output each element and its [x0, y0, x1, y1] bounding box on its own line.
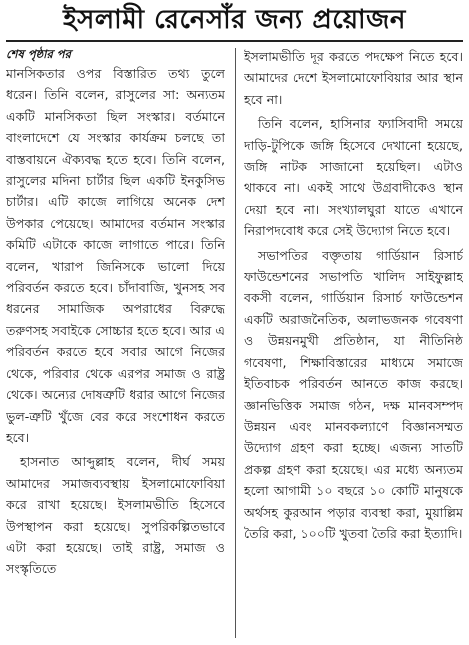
article-column-left	[6, 46, 225, 639]
article-paragraph: সভাপতির বক্তৃতায় গার্ডিয়ান রিসার্চ ফাউন্ডেশনের সভাপতি খালিদ সাইফুল্লাহ বকসী বলেন, গার্ডিয়ান রিসার্চ ফাউন্ডেশন একটি অরাজনৈতিক, অলাভজনক গবেষণা ও উন্নয়নমুখী প্রতিষ্ঠান, যা নীতিনিষ্ঠ গবেষণা, শিক্ষাবিস্তারের মাধ্যমে সমাজে ইতিবাচক পরিবর্তন আনতে কাজ করছে। জ্ঞানভিত্তিক সমাজ গঠন, দক্ষ মানবসম্পদ উন্নয়ন এবং মানবকল্যাণে বিজ্ঞানসম্মত উদ্যোগ গ্রহণ করা হচ্ছে। এজন্য সাতটি প্রকল্প গ্রহণ করা হয়েছে। এর মধ্যে অন্যতম হলো আগামী ১০ বছরে ১০ কোটি মানুষকে অর্থসহ কুরআন পড়ার ব্যবস্থা করা, মুয়াল্লিম তৈরি করা, ১০০টি খুতবা তৈরি করা ইত্যাদি।	[244, 247, 463, 541]
headline-rule	[6, 40, 463, 42]
article-paragraph: তিনি বলেন, হাসিনার ফ্যাসিবাদী সময়ে দাড়ি-টুপিকে জঙ্গি হিসেবে দেখানো হয়েছে, জঙ্গি নাটক সাজানো হয়েছিল। এটাও থাকবে না। একই সাথে উগ্রবাদীকেও স্থান দেয়া হবে না। সংখ্যালঘুরা যাতে এখানে নিরাপদবোধ করে সেই উদ্যোগ নিতে হবে।	[244, 116, 463, 239]
continued-from-label: শেষ পৃষ্ঠার পর	[6, 47, 71, 61]
article-paragraph: হাসনাত আব্দুল্লাহ বলেন, দীর্ঘ সময় আমাদের সমাজব্যবস্থায় ইসলামোফোবিয়া করে রাখা হয়েছে। ইসলামভীতি হিসেবে উপস্থাপন করা হয়েছে। সুপরিকল্পিতভাবে এটা করা হয়েছে। তাই রাষ্ট্র, সমাজ ও সংস্কৃতিতে	[6, 454, 225, 577]
article-paragraph: ইসলামভীতি দূর করতে পদক্ষেপ নিতে হবে। আমাদের দেশে ইসলামোফোবিয়ার আর স্থান হবে না।	[244, 49, 463, 107]
article-headline: ইসলামী রেনেসাঁর জন্য প্রয়োজন	[63, 5, 406, 35]
column-divider	[235, 48, 236, 638]
article-column-right	[244, 46, 463, 639]
article-paragraph: মানসিকতার ওপর বিস্তারিত তথ্য তুলে ধরেন। তিনি বলেন, রাসুলের সা: অন্যতম একটি মানসিকতা ছিল সংস্কার। বর্তমানে বাংলাদেশে যে সংস্কার কার্যক্রম চলছে তা বাস্তবায়নে ঐক্যবদ্ধ হতে হবে। তিনি বলেন, রাসুলের মদিনা চার্টার ছিল একটি ইনকুসিভ চার্টার। এটি কাজে লাগিয়ে অনেক দেশ উপকার পেয়েছে। আমাদের বর্তমান সংস্কার কমিটি এটাকে কাজে লাগাতে পারে। তিনি বলেন, খারাপ জিনিসকে ভালো দিয়ে পরিবর্তন করতে হবে। চাঁদাবাজি, খুনসহ সব ধরনের সামাজিক অপরাধের বিরুদ্ধে তরুণসহ সবাইকে সোচ্চার হতে হবে। আর এ পরিবর্তন করতে হবে সবার আগে নিজের থেকে, পরিবার থেকে এরপর সমাজ ও রাষ্ট্র থেকে। অন্যের দোষত্রুটি ধরার আগে নিজের ভুল-ত্রুটি খুঁজে বের করে সংশোধন করতে হবে।	[6, 66, 225, 445]
